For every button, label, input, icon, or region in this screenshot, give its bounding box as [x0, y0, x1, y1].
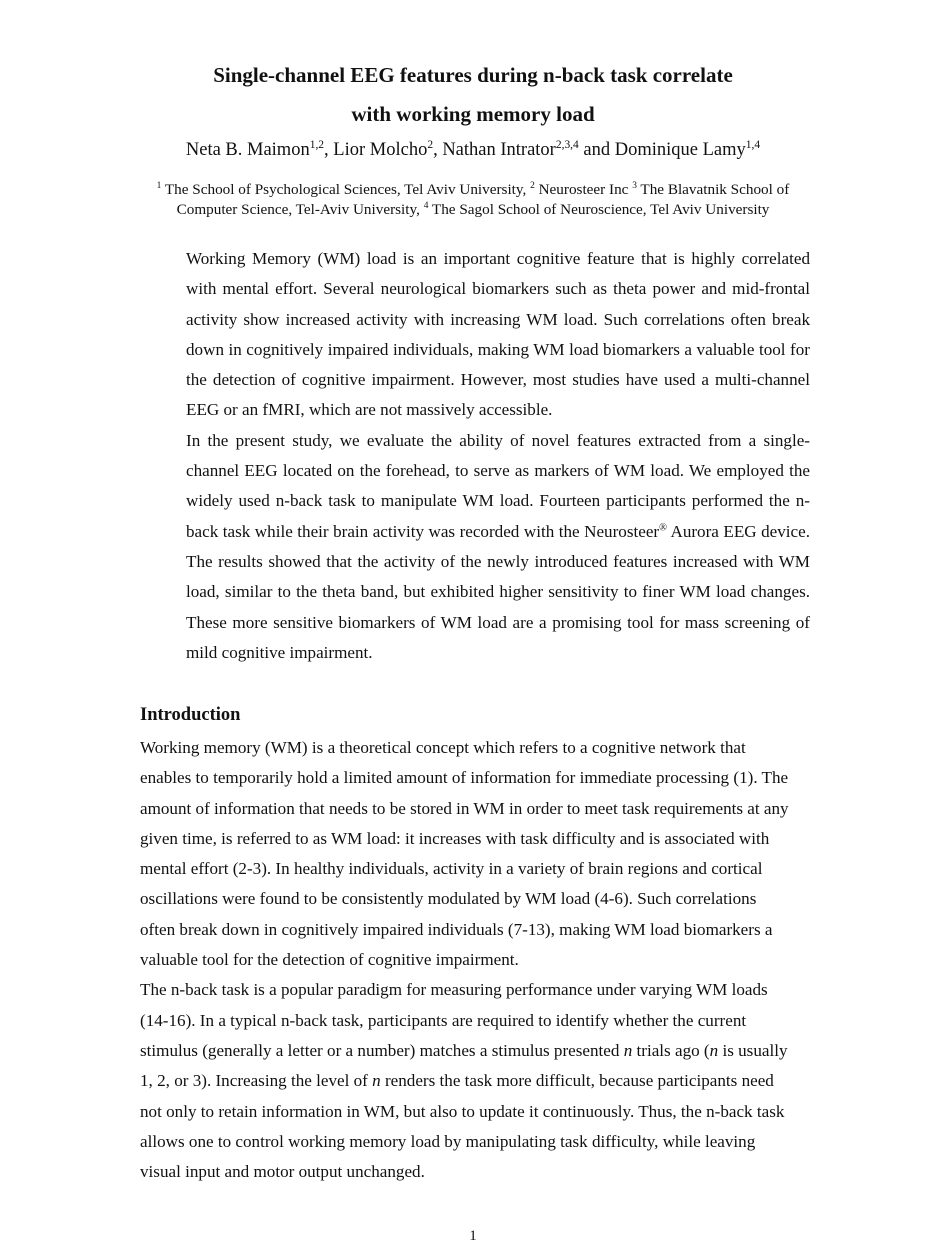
text-line: mental effort (2-3). In healthy individuals, activity in a variety of brain regions and cortical — [140, 859, 763, 879]
text-line: amount of information that needs to be stored in WM in order to meet task requirements at any — [140, 798, 789, 818]
author-separator: and — [578, 140, 615, 160]
abstract — [186, 244, 810, 668]
author-affiliation-marker: 1,2 — [309, 138, 325, 151]
affiliations — [130, 180, 816, 220]
text-run: renders the task more difficult, because participants need — [380, 1071, 774, 1091]
affiliation-marker: 2 — [530, 180, 535, 191]
author-list — [0, 138, 946, 162]
text-line: oscillations were found to be consistently modulated by WM load (4-6). Such correlations — [140, 889, 757, 909]
abstract-text: In the present study, we evaluate the ability of novel features extracted from a single-channel EEG located on the forehead, to serve as markers of WM load. We employed the widely used n-back task to manipulate WM load. Fourteen participants performed the n-back task while their brain activity was recorded with the Neurosteer — [186, 430, 810, 541]
author-separator: , — [324, 140, 334, 160]
italic-variable: n — [709, 1040, 719, 1060]
author-affiliation-marker: 1,4 — [745, 138, 761, 151]
author-name: Lior Molcho — [333, 140, 428, 160]
intro-paragraph-2 — [140, 975, 830, 1187]
paper-title — [0, 56, 946, 134]
text-line: visual input and motor output unchanged. — [140, 1162, 425, 1182]
text-line: allows one to control working memory load by manipulating task difficulty, while leaving — [140, 1131, 756, 1151]
author-affiliation-marker: 2,3,4 — [555, 138, 579, 151]
intro-paragraph-1 — [140, 733, 830, 975]
text-line: given time, is referred to as WM load: it increases with task difficulty and is associated with — [140, 828, 770, 848]
text-line: often break down in cognitively impaired individuals (7-13), making WM load biomarkers a — [140, 919, 773, 939]
affiliation-text: The Blavatnik School of Computer Science, Tel-Aviv University, — [176, 181, 790, 218]
text-run: stimulus (generally a letter or a number) matches a stimulus presented — [140, 1040, 624, 1060]
registered-mark: ® — [659, 521, 667, 533]
text-line — [140, 1066, 830, 1096]
introduction-body — [140, 733, 830, 1187]
italic-variable: n — [372, 1071, 381, 1091]
affiliation-marker: 3 — [632, 180, 637, 191]
author-separator: , — [433, 140, 443, 160]
text-run: 1, 2, or 3). Increasing the level of — [140, 1071, 373, 1091]
text-line: valuable tool for the detection of cognitive impairment. — [140, 950, 519, 970]
text-line — [140, 1036, 830, 1066]
abstract-paragraph-2 — [186, 426, 810, 668]
author-name: Nathan Intrator — [442, 140, 556, 160]
author-name: Dominique Lamy — [614, 140, 746, 160]
affiliation-text: The Sagol School of Neuroscience, Tel Aviv University — [428, 201, 770, 218]
text-run: is usually — [718, 1040, 788, 1060]
affiliation-marker: 1 — [156, 180, 162, 191]
title-line-2: with working memory load — [351, 102, 595, 126]
text-line: not only to retain information in WM, but also to update it continuously. Thus, the n-back task — [140, 1101, 785, 1121]
affiliation-marker: 4 — [423, 200, 429, 211]
author-name: Neta B. Maimon — [185, 140, 310, 160]
affiliation-text: Neurosteer Inc — [534, 181, 633, 198]
text-line: Working memory (WM) is a theoretical concept which refers to a cognitive network that — [140, 738, 746, 757]
abstract-text: Aurora EEG device. The results showed that the activity of the newly introduced features increased with WM load, similar to the theta band, but exhibited higher sensitivity to finer WM load changes. These more sensitive biomarkers of WM load are a promising tool for mass screening of mild cognitive impairment. — [186, 521, 810, 662]
author-affiliation-marker: 2 — [427, 138, 434, 151]
italic-variable: n — [623, 1040, 633, 1060]
text-run: trials ago ( — [632, 1040, 710, 1060]
abstract-paragraph-1: Working Memory (WM) load is an important cognitive feature that is highly correlated with mental effort. Several neurological biomarkers such as theta power and mid-frontal activity show increased activity with increasing WM load. Such correlations often break down in cognitively impaired individuals, making WM load biomarkers a valuable tool for the detection of cognitive impairment. However, most studies have used a multi-channel EEG or an fMRI, which are not massively accessible. — [186, 249, 810, 420]
page-number: 1 — [469, 1228, 477, 1244]
affiliation-text: The School of Psychological Sciences, Tel Aviv University, — [161, 181, 531, 198]
text-line: enables to temporarily hold a limited amount of information for immediate processing (1). The — [140, 768, 789, 788]
text-line: The n-back task is a popular paradigm for measuring performance under varying WM loads — [140, 980, 768, 1000]
title-line-1: Single-channel EEG features during n-back task correlate — [213, 63, 733, 87]
text-line: (14-16). In a typical n-back task, participants are required to identify whether the current — [140, 1010, 747, 1030]
section-heading-introduction: Introduction — [140, 705, 241, 725]
